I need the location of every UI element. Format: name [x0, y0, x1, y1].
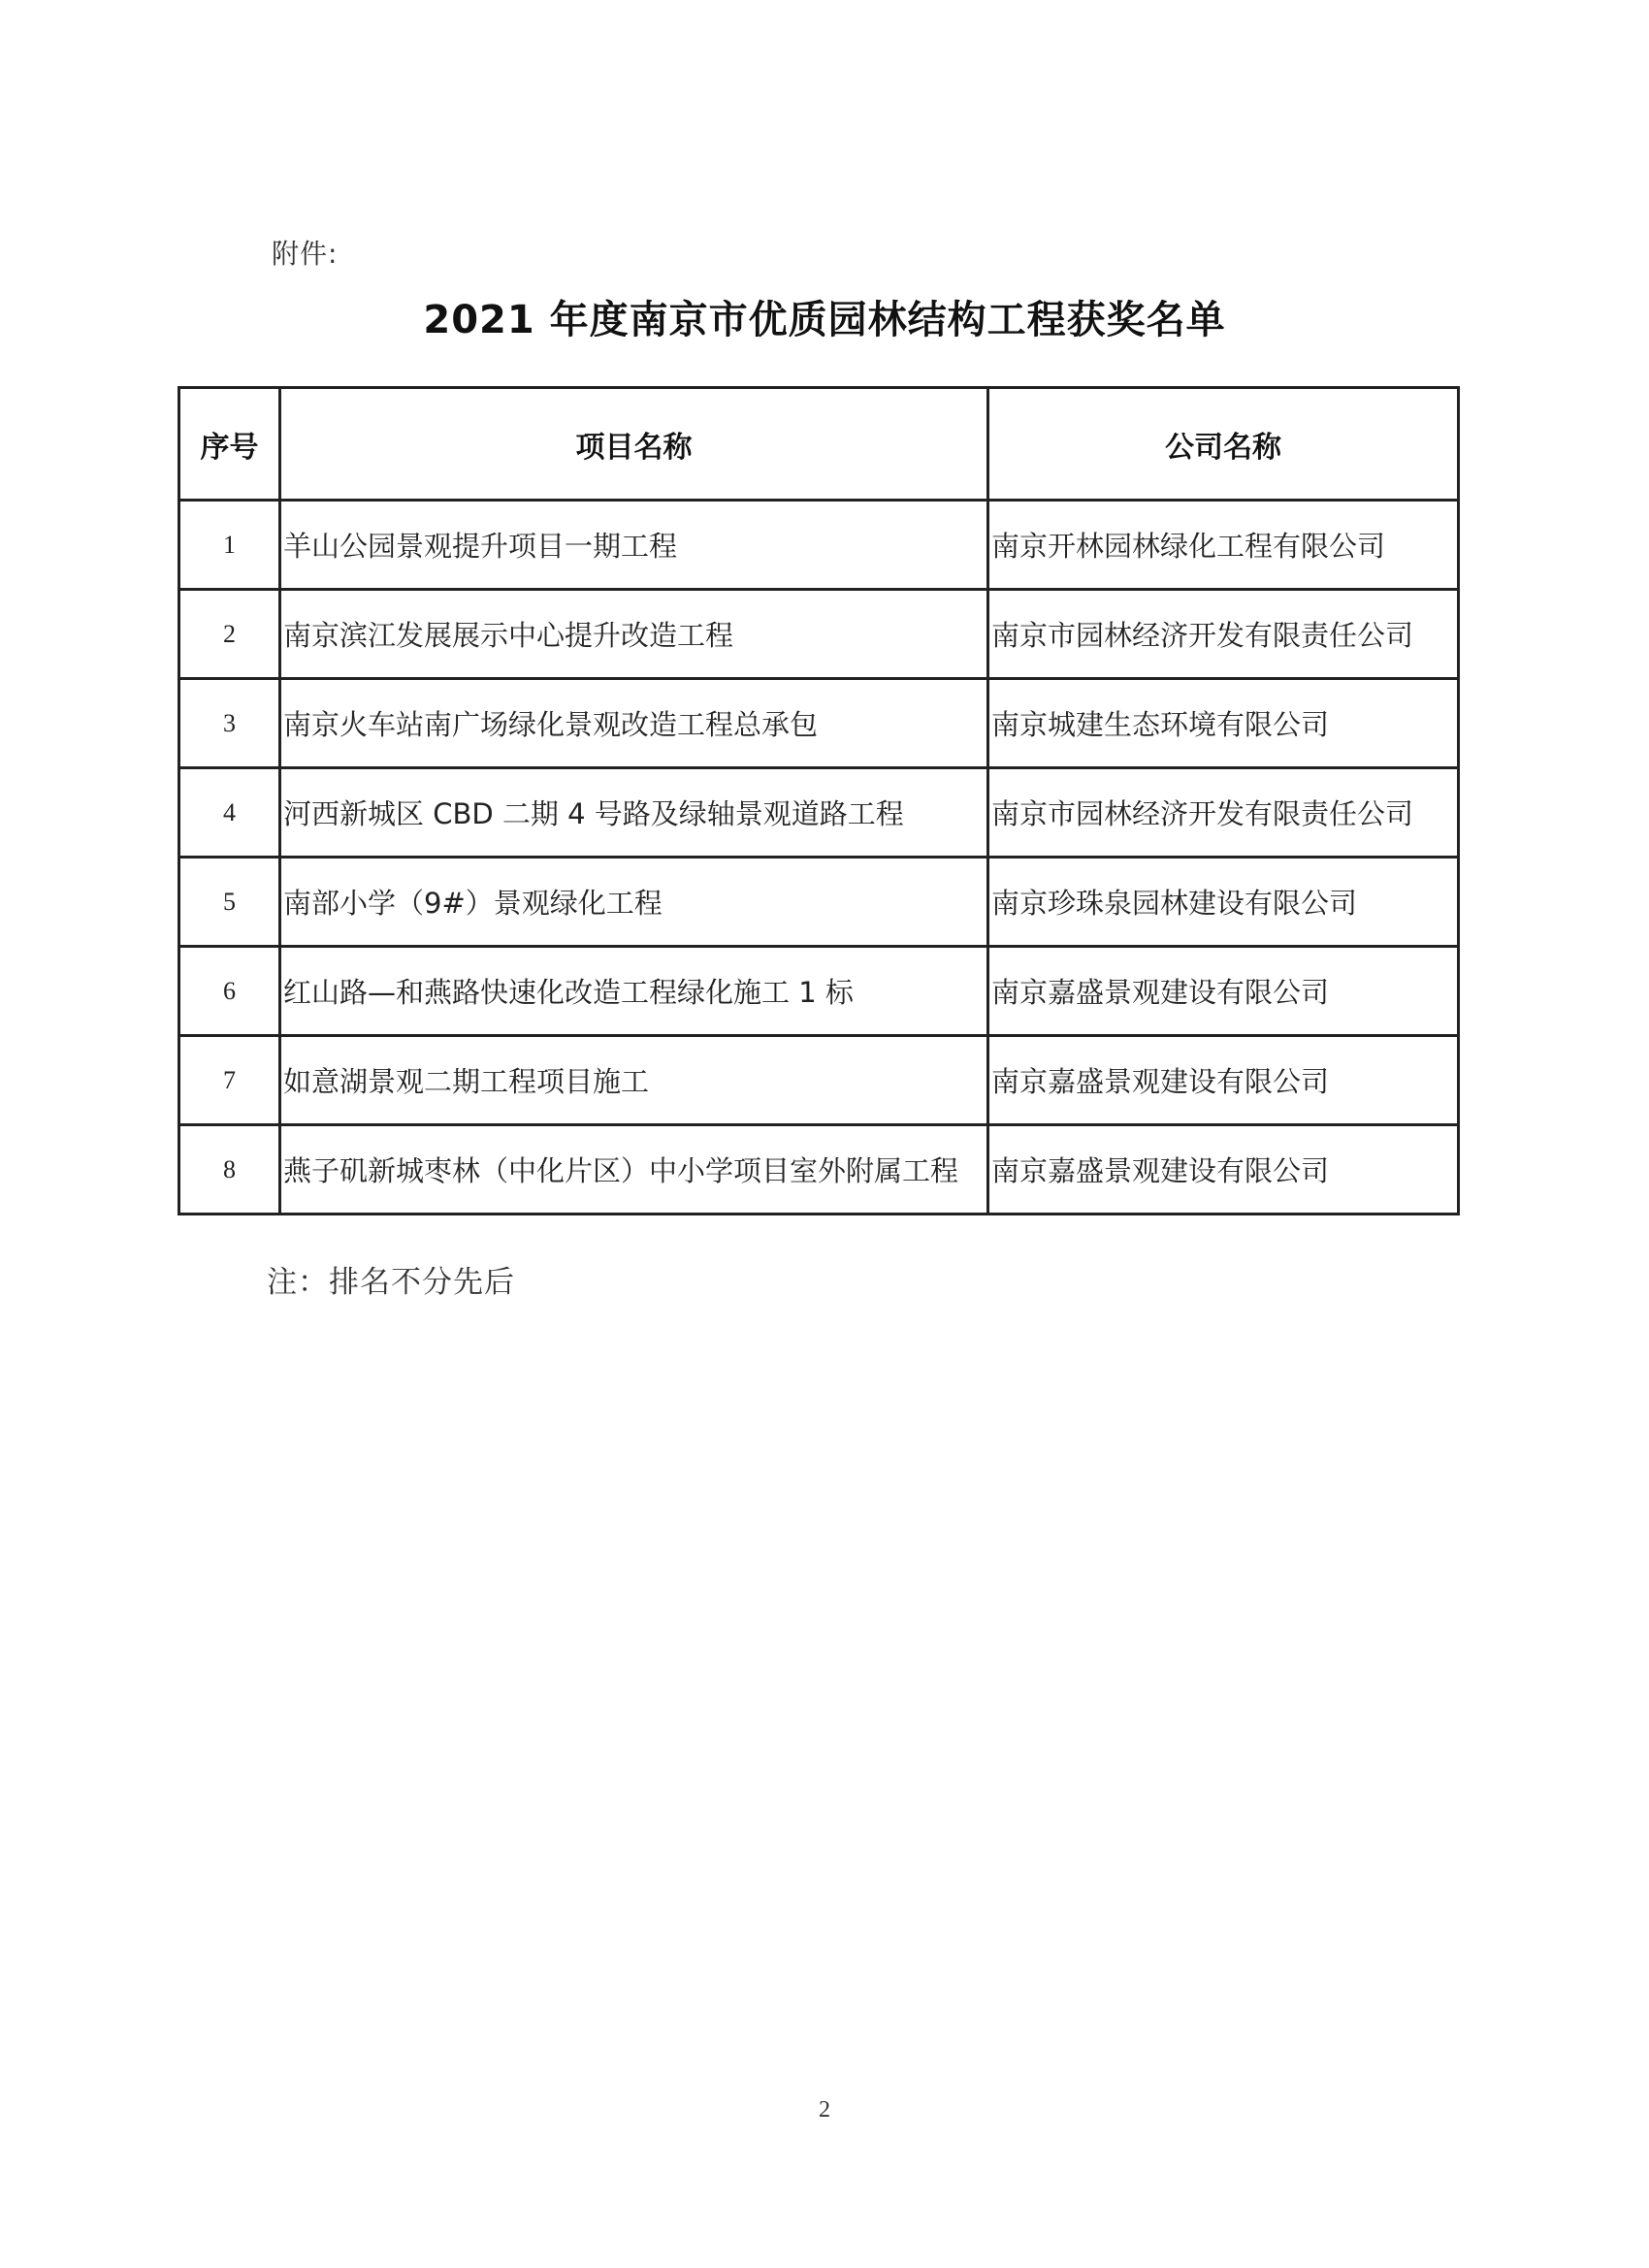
row-company-name: 南京城建生态环境有限公司: [988, 679, 1459, 768]
row-project-name: 燕子矶新城枣林（中化片区）中小学项目室外附属工程: [280, 1125, 988, 1215]
row-company-name: 南京嘉盛景观建设有限公司: [988, 1125, 1459, 1215]
row-index: 7: [179, 1036, 280, 1125]
row-project-name: 如意湖景观二期工程项目施工: [280, 1036, 988, 1125]
row-project-name: 南部小学（9#）景观绿化工程: [280, 858, 988, 947]
row-project-name: 羊山公园景观提升项目一期工程: [280, 501, 988, 590]
table-row: [179, 1036, 1459, 1125]
page-number: 2: [819, 2097, 830, 2122]
table-row: [179, 679, 1459, 768]
row-project-name: 河西新城区 CBD 二期 4 号路及绿轴景观道路工程: [280, 768, 988, 858]
row-index: 4: [179, 768, 280, 858]
header-company-name: 公司名称: [988, 388, 1459, 501]
attachment-label: 附件:: [272, 238, 339, 270]
table-header-row: [179, 388, 1459, 501]
row-index: 1: [179, 501, 280, 590]
table-row: [179, 947, 1459, 1036]
row-project-name: 南京滨江发展展示中心提升改造工程: [280, 590, 988, 679]
document-title: 2021 年度南京市优质园林结构工程获奖名单: [423, 298, 1226, 342]
row-company-name: 南京嘉盛景观建设有限公司: [988, 1036, 1459, 1125]
row-index: 2: [179, 590, 280, 679]
row-company-name: 南京市园林经济开发有限责任公司: [988, 768, 1459, 858]
award-table: [178, 386, 1460, 1215]
row-index: 3: [179, 679, 280, 768]
row-company-name: 南京珍珠泉园林建设有限公司: [988, 858, 1459, 947]
table-row: [179, 501, 1459, 590]
table-row: [179, 858, 1459, 947]
row-index: 5: [179, 858, 280, 947]
table-row: [179, 1125, 1459, 1215]
header-index: 序号: [179, 388, 280, 501]
row-index: 6: [179, 947, 280, 1036]
row-project-name: 红山路—和燕路快速化改造工程绿化施工 1 标: [280, 947, 988, 1036]
row-company-name: 南京市园林经济开发有限责任公司: [988, 590, 1459, 679]
table-row: [179, 768, 1459, 858]
table-row: [179, 590, 1459, 679]
row-index: 8: [179, 1125, 280, 1215]
header-project-name: 项目名称: [280, 388, 988, 501]
row-company-name: 南京嘉盛景观建设有限公司: [988, 947, 1459, 1036]
row-project-name: 南京火车站南广场绿化景观改造工程总承包: [280, 679, 988, 768]
row-company-name: 南京开林园林绿化工程有限公司: [988, 501, 1459, 590]
ranking-note: 注：排名不分先后: [267, 1265, 515, 1300]
